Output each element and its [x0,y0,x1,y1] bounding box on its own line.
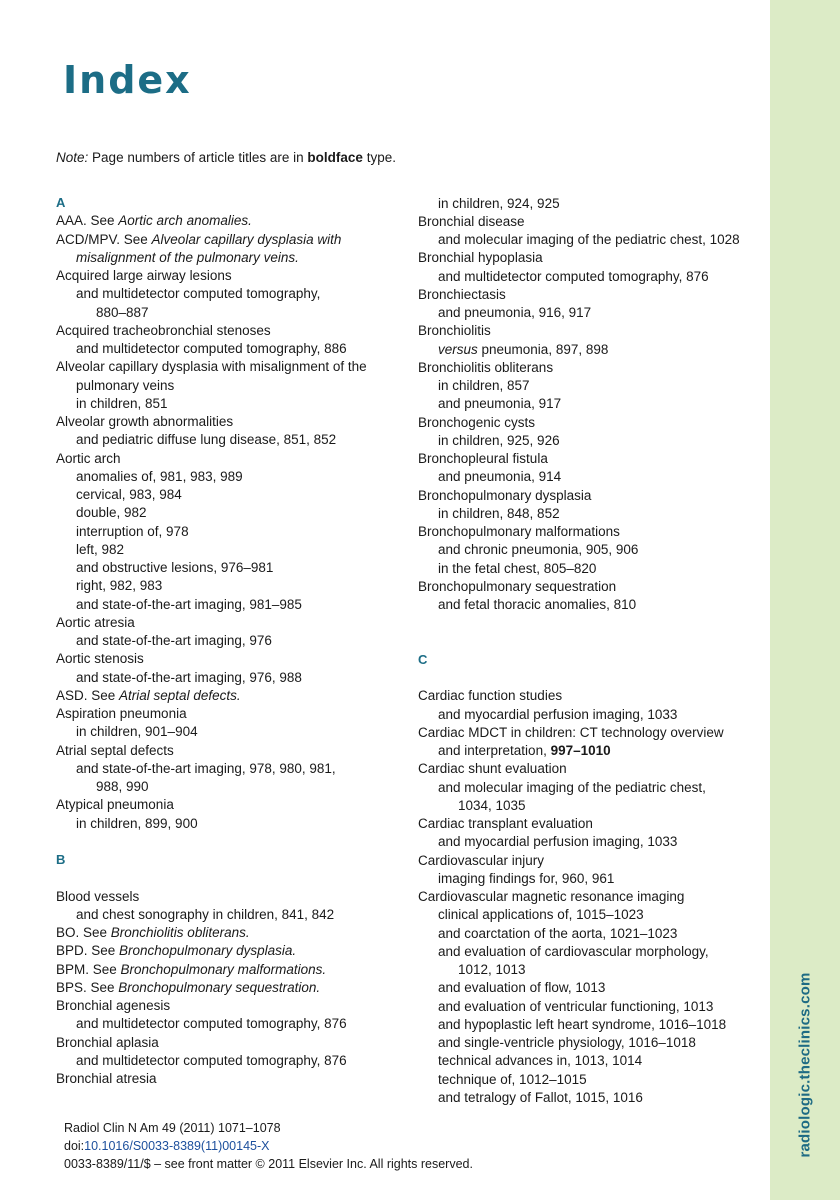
index-subentry [56,504,396,522]
index-subentry [56,596,396,614]
entry-text: BPM. See [56,961,121,977]
entry-text: Bronchial agenesis [56,998,171,1013]
index-entry [56,267,396,285]
index-subentry [56,249,396,267]
entry-text: and evaluation of ventricular functioning, 1013 [438,998,714,1014]
index-entry [418,450,763,468]
index-entry [56,796,396,814]
entry-text: and pneumonia, 916, 917 [438,305,592,320]
index-subentry [418,468,763,486]
entry-text: anomalies of, 981, 983, 989 [76,468,243,484]
cross-reference: Bronchopulmonary dysplasia. [119,943,297,959]
entry-text: 1012, 1013 [458,962,526,977]
entry-text: interruption of, 978 [76,523,189,539]
entry-text: 880–887 [96,304,149,320]
index-subentry [56,541,396,559]
entry-text: BPD. See [56,943,120,959]
entry-text: Bronchiolitis [418,323,491,339]
entry-text: and multidetector computed tomography, 886 [76,341,347,356]
index-subentry [418,541,763,559]
index-column-left [56,194,396,1088]
index-subentry [418,596,763,614]
entry-text: Bronchial hypoplasia [418,250,543,266]
entry-text: and myocardial perfusion imaging, 1033 [438,834,678,850]
entry-text: in children, 851 [76,395,168,411]
index-entry [56,924,396,942]
index-entry [56,413,396,431]
entry-text: Cardiac transplant evaluation [418,816,593,831]
entry-text: Bronchopulmonary dysplasia [418,487,592,503]
index-subentry [418,341,763,359]
entry-text: and state-of-the-art imaging, 976, 988 [76,669,302,685]
index-subentry [418,797,763,815]
index-subentry [418,706,763,724]
index-entry [56,358,396,376]
entry-text: Bronchial aplasia [56,1034,159,1050]
index-subentry [56,760,396,778]
entry-text: Alveolar growth abnormalities [56,414,234,429]
index-subentry [56,1052,396,1070]
entry-text: and myocardial perfusion imaging, 1033 [438,706,678,722]
spacer [418,614,763,632]
page-title: Index [63,58,192,102]
entry-text: pulmonary veins [76,377,175,393]
index-subentry [56,815,396,833]
entry-text: and multidetector computed tomography, 876 [438,268,709,284]
index-entry [418,213,763,231]
index-entry [56,1070,396,1088]
index-entry [418,523,763,541]
index-subentry [418,742,763,760]
entry-text: in children, 901–904 [76,724,198,740]
note-bold-word: boldface [307,150,363,165]
entry-text: Alveolar capillary dysplasia with misalignment of the [56,359,367,375]
entry-text: and multidetector computed tomography, [76,286,321,302]
entry-text: left, 982 [76,541,125,557]
index-subentry [418,779,763,797]
index-entry [56,997,396,1015]
index-entry [56,450,396,468]
entry-text: and fetal thoracic anomalies, 810 [438,597,637,612]
index-entry [56,888,396,906]
entry-text: in children, 857 [438,378,530,393]
index-subentry [418,1052,763,1070]
entry-text: and state-of-the-art imaging, 981–985 [76,596,302,612]
entry-text: clinical applications of, 1015–1023 [438,907,644,923]
entry-text: Aortic atresia [56,614,135,630]
entry-text: Bronchopulmonary sequestration [418,578,617,594]
entry-text: Cardiac shunt evaluation [418,761,567,777]
index-entry [56,212,396,230]
entry-text: cervical, 983, 984 [76,487,182,502]
entry-text: BPS. See [56,979,119,995]
entry-text: right, 982, 983 [76,578,163,594]
entry-text: double, 982 [76,505,147,521]
entry-text: and molecular imaging of the pediatric chest, 1028 [438,232,740,247]
index-subentry [418,1089,763,1107]
entry-text: and interpretation, [438,743,551,758]
spacer [56,833,396,851]
index-entry [418,487,763,505]
spacer [418,633,763,651]
index-subentry [418,505,763,523]
index-entry [418,414,763,432]
entry-text: ASD. See [56,687,120,703]
index-entry [56,231,396,249]
index-subentry [56,395,396,413]
index-entry [418,286,763,304]
index-subentry [418,943,763,961]
section-letter: B [56,852,66,867]
entry-text: in children, 924, 925 [438,195,560,211]
entry-text: and evaluation of flow, 1013 [438,980,606,996]
entry-text: 988, 990 [96,779,149,794]
doi-label: doi: [64,1139,85,1153]
entry-text: BO. See [56,925,111,940]
index-subentry [418,560,763,578]
index-entry [56,1034,396,1052]
entry-text: in the fetal chest, 805–820 [438,560,597,576]
copyright: 0033-8389/11/$ – see front matter © 2011 Elsevier Inc. All rights reserved. [64,1157,473,1171]
entry-text: Blood vessels [56,888,140,904]
index-entry [56,742,396,760]
index-subentry [56,906,396,924]
section-letter: C [418,651,428,667]
index-subentry [418,906,763,924]
index-subentry [56,304,396,322]
index-subentry [418,1034,763,1052]
index-entry [418,815,763,833]
index-subentry [418,870,763,888]
index-subentry [418,231,763,249]
doi-line [64,1137,473,1155]
index-column-right [418,195,763,1108]
entry-text: and multidetector computed tomography, 876 [76,1016,347,1032]
index-entry [56,961,396,979]
index-subentry [418,833,763,851]
entry-text: Bronchial disease [418,213,525,229]
cross-reference: Bronchopulmonary malformations. [120,961,327,977]
spacer [418,669,763,687]
index-subentry [56,340,396,358]
entry-text: and pediatric diffuse lung disease, 851, 852 [76,432,337,448]
index-subentry [418,925,763,943]
note-text-1: Page numbers of article titles are in [92,150,304,165]
index-subentry [418,979,763,997]
index-subentry [56,486,396,504]
note-text-2: type. [366,150,396,165]
cross-reference: Bronchiolitis obliterans. [110,925,250,940]
index-subentry [56,723,396,741]
entry-text: Bronchial atresia [56,1071,157,1086]
entry-text: Bronchiectasis [418,286,506,302]
cross-reference: misalignment of the pulmonary veins. [76,249,299,265]
entry-text: Acquired large airway lesions [56,268,232,283]
entry-text: Bronchiolitis obliterans [418,359,554,375]
spacer [56,869,396,887]
entry-text: technique of, 1012–1015 [438,1071,587,1087]
entry-text: Cardiovascular injury [418,852,545,868]
index-subentry [418,304,763,322]
cross-reference: Atrial septal defects. [119,687,241,703]
journal-url[interactable]: radiologic.theclinics.com [796,972,814,1158]
index-entry [56,322,396,340]
entry-text: in children, 848, 852 [438,505,560,521]
index-entry [418,359,763,377]
index-subentry [418,195,763,213]
entry-text: and molecular imaging of the pediatric chest, [438,779,706,795]
entry-text: Bronchopulmonary malformations [418,524,620,539]
index-entry [418,724,763,742]
entry-text: and pneumonia, 917 [438,396,562,412]
entry-text: Aortic stenosis [56,651,144,667]
entry-text: and state-of-the-art imaging, 976 [76,633,272,648]
index-entry [418,578,763,596]
entry-text: technical advances in, 1013, 1014 [438,1053,643,1069]
entry-text: and chronic pneumonia, 905, 906 [438,542,639,558]
index-entry [418,852,763,870]
index-subentry [418,432,763,450]
entry-text: and tetralogy of Fallot, 1015, 1016 [438,1089,643,1105]
index-subentry [56,632,396,650]
entry-text: imaging findings for, 960, 961 [438,870,615,886]
index-entry [56,687,396,705]
index-subentry [418,268,763,286]
cross-reference: Alveolar capillary dysplasia with [151,231,342,247]
section-letter: A [56,195,66,210]
entry-text: pneumonia, 897, 898 [477,341,609,357]
index-subentry [56,285,396,303]
entry-text: in children, 899, 900 [76,815,198,831]
entry-text: Cardiac function studies [418,688,563,704]
entry-text: Bronchopleural fistula [418,451,548,466]
entry-text: Cardiovascular magnetic resonance imaging [418,889,685,904]
index-subentry [56,778,396,796]
citation: Radiol Clin N Am 49 (2011) 1071–1078 [64,1121,281,1135]
index-subentry [418,998,763,1016]
index-subentry [418,395,763,413]
footer [64,1119,473,1173]
index-entry [56,705,396,723]
entry-text: Aspiration pneumonia [56,706,187,721]
index-subentry [56,468,396,486]
entry-text: and single-ventricle physiology, 1016–1018 [438,1035,696,1050]
index-entry [56,942,396,960]
entry-text: and evaluation of cardiovascular morphology, [438,943,709,959]
index-entry [56,650,396,668]
article-pages: 997–1010 [550,743,611,758]
entry-text: Atrial septal defects [56,742,174,758]
doi-link[interactable]: 10.1016/S0033-8389(11)00145-X [84,1139,270,1153]
index-subentry [56,377,396,395]
index-subentry [418,1071,763,1089]
index-entry [56,614,396,632]
entry-text: Aortic arch [56,450,121,466]
index-subentry [56,431,396,449]
index-entry [418,249,763,267]
index-subentry [418,961,763,979]
index-entry [418,687,763,705]
index-entry [418,322,763,340]
entry-text: and coarctation of the aorta, 1021–1023 [438,925,678,941]
entry-text: and chest sonography in children, 841, 842 [76,906,335,922]
entry-text: ACD/MPV. See [56,231,152,247]
index-entry [56,979,396,997]
entry-text: and multidetector computed tomography, 876 [76,1052,347,1068]
index-subentry [56,559,396,577]
index-entry [418,760,763,778]
index-entry [418,888,763,906]
entry-text: 1034, 1035 [458,797,526,813]
index-subentry [56,523,396,541]
entry-text: AAA. See [56,213,119,229]
entry-text: Cardiac MDCT in children: CT technology overview [418,724,724,740]
entry-text: and pneumonia, 914 [438,469,562,485]
cross-reference: Aortic arch anomalies. [118,213,252,229]
index-subentry [418,1016,763,1034]
entry-text: Atypical pneumonia [56,797,174,813]
index-subentry [56,669,396,687]
entry-text: Bronchogenic cysts [418,414,536,430]
index-subentry [56,1015,396,1033]
index-subentry [56,577,396,595]
cross-reference: versus [438,341,478,357]
entry-text: in children, 925, 926 [438,432,560,448]
entry-text: and obstructive lesions, 976–981 [76,560,274,575]
entry-text: Acquired tracheobronchial stenoses [56,322,271,338]
entry-text: and state-of-the-art imaging, 978, 980, 981, [76,760,336,776]
cross-reference: Bronchopulmonary sequestration. [118,979,321,995]
note [56,149,396,167]
index-subentry [418,377,763,395]
entry-text: and hypoplastic left heart syndrome, 1016–1018 [438,1016,727,1032]
note-label: Note: [56,150,89,165]
